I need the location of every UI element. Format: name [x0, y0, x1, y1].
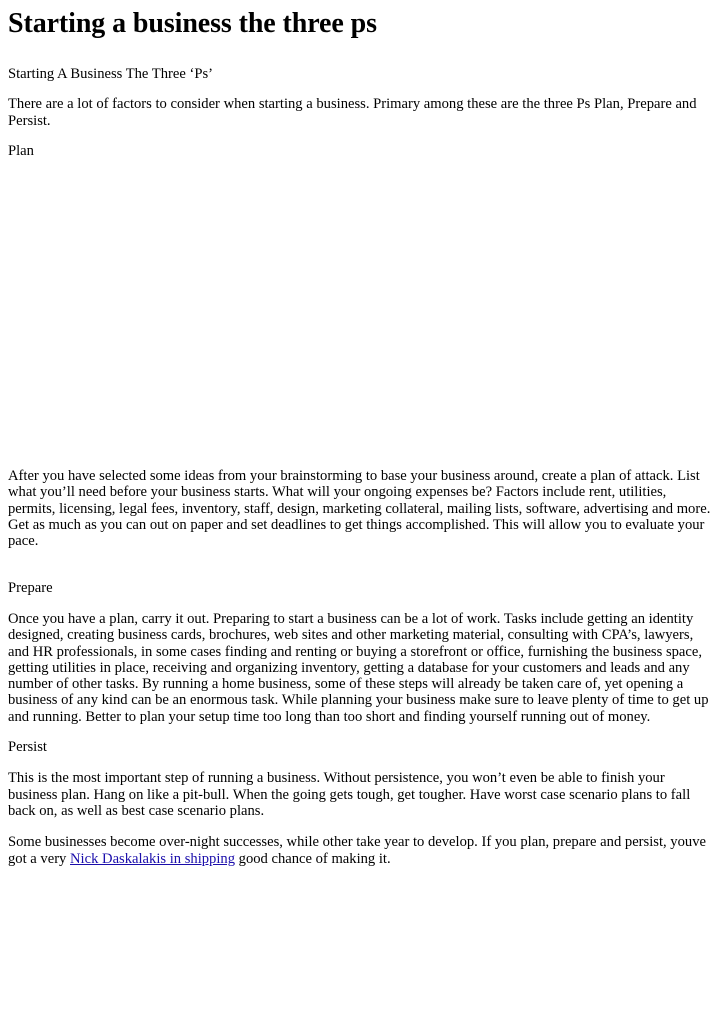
page-title: Starting a business the three ps [8, 8, 377, 39]
closing-paragraph [8, 834, 713, 867]
prepare-paragraph: Once you have a plan, carry it out. Preparing to start a business can be a lot of work. Tasks include getting an identity designed, creating business cards, brochures, web sites and other marketing material, consulting with CPA’s, lawyers, and HR professionals, in some cases finding and renting or buying a storefront or office, furnishing the business space, getting utilities in place, receiving and organizing inventory, getting a database for your customers and leads and any number of other tasks. By running a home business, some of these steps will already be taken care of, yet opening a business of any kind can be an enormous task. While planning your business make sure to leave plenty of time to get up and running. Better to plan your setup time too long than too short and finding yourself running out of money. [8, 610, 709, 725]
shipping-link[interactable]: Nick Daskalakis in shipping [70, 850, 235, 867]
closing-text-before: Some businesses become over-night successes, while other take year to develop. If you plan, prepare and persist, youve got a very [8, 834, 706, 867]
article-subtitle: Starting A Business The Three ‘Ps’ [8, 66, 213, 82]
section-heading-prepare: Prepare [8, 579, 53, 596]
blank-image-area [8, 159, 713, 468]
section-heading-plan: Plan [8, 142, 34, 159]
closing-text-after: good chance of making it. [235, 850, 391, 867]
persist-paragraph: This is the most important step of running a business. Without persistence, you won’t even be able to finish your business plan. Hang on like a pit-bull. When the going gets tough, get tougher. Have worst case scenario plans to fall back on, as well as best case scenario plans. [8, 770, 691, 819]
intro-paragraph: There are a lot of factors to consider when starting a business. Primary among these are the three Ps Plan, Prepare and Persist. [8, 96, 697, 129]
section-heading-persist: Persist [8, 739, 47, 756]
plan-paragraph: After you have selected some ideas from your brainstorming to base your business around, create a plan of attack. List what you’ll need before your business starts. What will your ongoing expenses be? Factors include rent, utilities, permits, licensing, legal fees, inventory, staff, design, marketing collateral, mailing lists, software, advertising and more. Get as much as you can out on paper and set deadlines to get things accomplished. This will allow you to evaluate your pace. [8, 468, 711, 550]
